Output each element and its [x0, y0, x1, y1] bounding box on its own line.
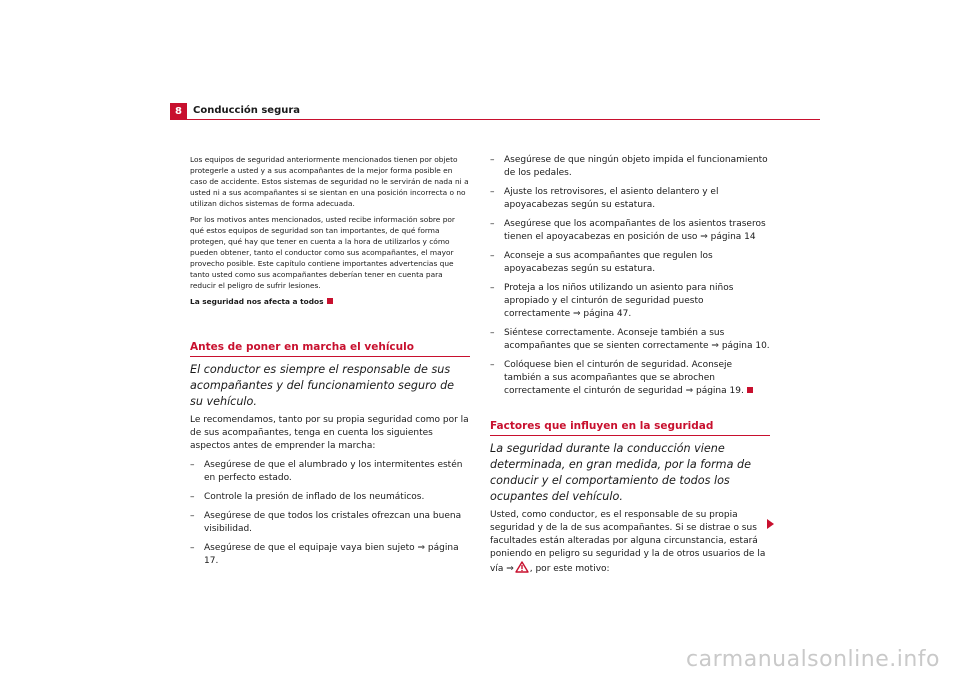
section-lead-safety-factors: La seguridad durante la conducción viene determinada, en gran medida, por la forma de conducir y el comportamiento de todos los ocupantes del vehículo.: [490, 442, 751, 503]
dash-marker: –: [490, 283, 495, 293]
red-square-end-icon: [747, 387, 753, 393]
page-header-title: Conducción segura: [193, 105, 301, 116]
list-item: [490, 218, 770, 244]
list-item-text: Colóquese bien el cinturón de seguridad. Aconseje también a sus acompañantes que se abrochen correctamente el cinturón de seguridad ⇒ página 19.: [504, 360, 744, 396]
list-item: [190, 510, 470, 536]
dash-marker: –: [190, 511, 195, 521]
list-item-text: Proteja a los niños utilizando un asiento para niños apropiado y el cinturón de seguridad puesto correctamente ⇒ página 47.: [504, 283, 734, 319]
section-lead-before-driving: El conductor es siempre el responsable de sus acompañantes y del funcionamiento seguro de su vehículo.: [190, 363, 455, 408]
list-item-text: Asegúrese de que el equipaje vaya bien sujeto ⇒ página 17.: [204, 543, 459, 566]
dash-marker: –: [490, 251, 495, 261]
list-item: [490, 250, 770, 276]
list-item-text: Asegúrese de que el alumbrado y los intermitentes estén en perfecto estado.: [204, 460, 463, 483]
section-body-safety-factors: [490, 509, 770, 578]
section-body-before-driving: Le recomendamos, tanto por su propia seguridad como por la de sus acompañantes, tenga en cuenta los siguientes aspectos antes de emprender la marcha:: [190, 415, 469, 451]
warning-triangle-icon: [515, 561, 529, 578]
dash-marker: –: [190, 460, 195, 470]
list-item: [190, 542, 470, 568]
dash-marker: –: [190, 492, 195, 502]
section-title-safety-factors: Factores que influyen en la seguridad: [490, 420, 770, 436]
dash-marker: –: [490, 155, 495, 165]
header-divider: [170, 119, 820, 120]
left-column: [190, 154, 470, 574]
list-item: [190, 459, 470, 485]
dash-marker: –: [490, 187, 495, 197]
list-item-text: Aconseje a sus acompañantes que regulen los apoyacabezas según su estatura.: [504, 251, 713, 274]
watermark: carmanualsonline.info: [686, 647, 940, 672]
page-number: 8: [170, 103, 187, 120]
list-item: [490, 282, 770, 321]
intro-paragraph-2: Por los motivos antes mencionados, usted recibe información sobre por qué estos equipos de seguridad son tan importantes, de qué forma protegen, qué hay que tener en cuenta a la hora de utilizarlos y cómo pueden obtener, tanto el conductor como sus acompañantes, el mayor provecho posible. Este capítulo contiene importantes advertencias que tanto usted como sus acompañantes deberían tener en cuenta para reducir el peligro de sufrir lesiones.: [190, 215, 455, 290]
body-text: Usted, como conductor, es el responsable de su propia seguridad y de la de sus acompañantes. Si se distrae o sus facultades están alteradas por alguna circunstancia, estará poniendo en peligro su seguridad y la de otros usuarios de la vía ⇒: [490, 510, 766, 574]
list-item: [490, 327, 770, 353]
list-item: [190, 491, 470, 504]
dash-marker: –: [190, 543, 195, 553]
intro-bold-line: [190, 296, 470, 307]
dash-marker: –: [490, 219, 495, 229]
list-item: [490, 154, 770, 180]
list-item-text: Asegúrese que los acompañantes de los asientos traseros tienen el apoyacabezas en posición de uso ⇒ página 14: [504, 219, 766, 242]
list-item: [490, 359, 770, 398]
dash-marker: –: [490, 360, 495, 370]
body-text: , por este motivo:: [529, 564, 610, 574]
next-page-arrow-icon[interactable]: [767, 519, 774, 529]
intro-paragraph-1: Los equipos de seguridad anteriormente mencionados tienen por objeto protegerle a usted y a sus acompañantes de la mejor forma posible en caso de accidente. Estos sistemas de seguridad no le servirán de nada ni a usted ni a sus acompañantes si se sientan en una posición incorrecta o no utilizan dichos sistemas de forma adecuada.: [190, 155, 469, 208]
list-item-text: Ajuste los retrovisores, el asiento delantero y el apoyacabezas según su estatura.: [504, 187, 719, 210]
list-item-text: Asegúrese de que ningún objeto impida el funcionamiento de los pedales.: [504, 155, 768, 178]
list-item-text: Controle la presión de inflado de los neumáticos.: [204, 492, 425, 502]
section-title-before-driving: Antes de poner en marcha el vehículo: [190, 341, 470, 357]
red-square-end-icon: [327, 298, 333, 304]
list-item: [490, 186, 770, 212]
list-item-text: Asegúrese de que todos los cristales ofrezcan una buena visibilidad.: [204, 511, 462, 534]
right-column: [490, 154, 770, 584]
dash-marker: –: [490, 328, 495, 338]
list-item-text: Siéntese correctamente. Aconseje también a sus acompañantes que se sienten correctamente ⇒ página 10.: [504, 328, 770, 351]
intro-bold-text: La seguridad nos afecta a todos: [190, 297, 324, 306]
